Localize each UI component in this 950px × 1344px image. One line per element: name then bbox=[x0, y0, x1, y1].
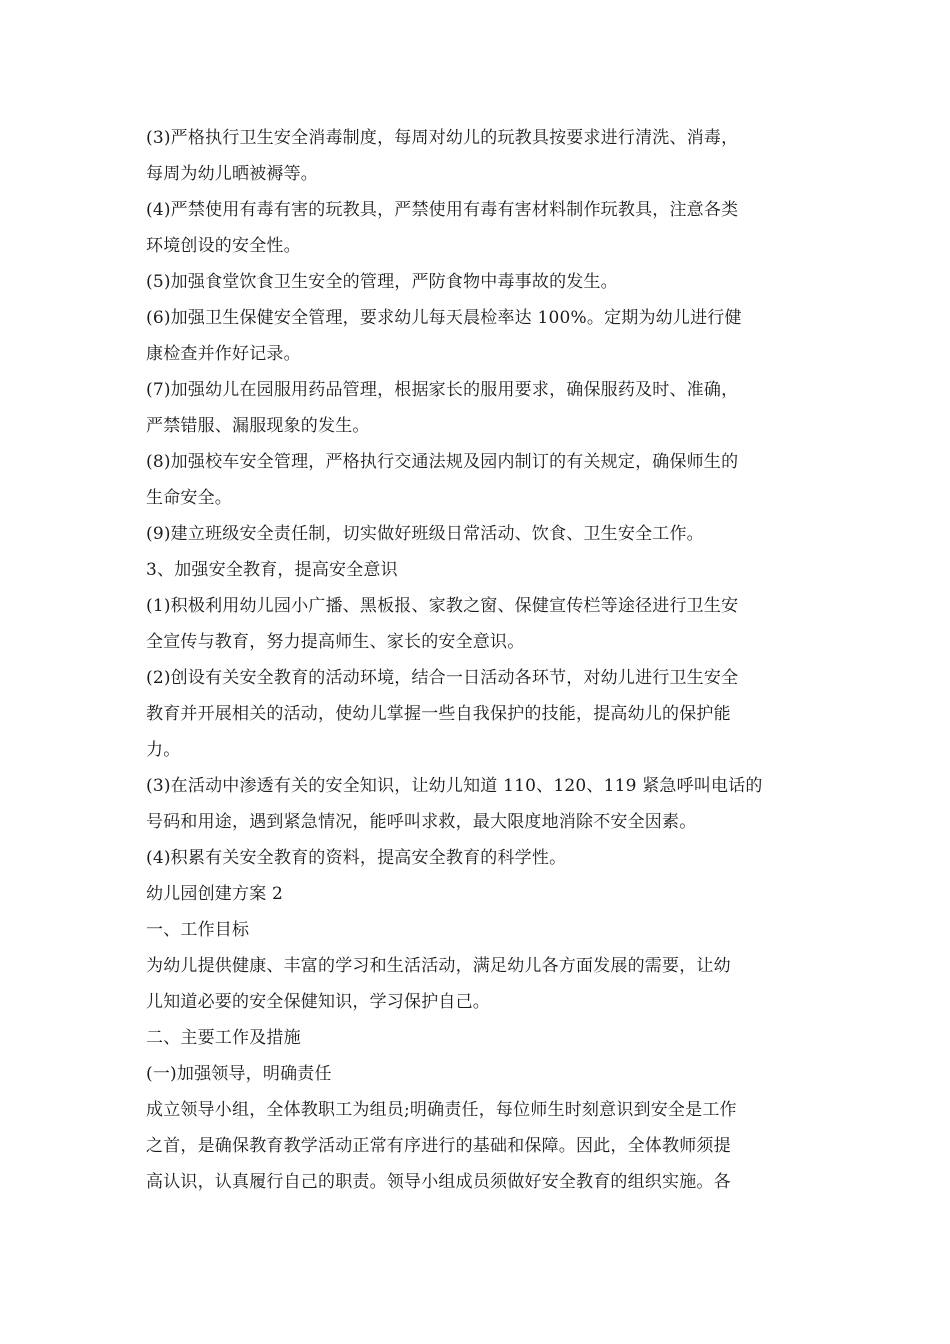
text-line: 环境创设的安全性。 bbox=[146, 236, 301, 256]
document-title: 幼儿园创建方案 2 bbox=[146, 884, 284, 904]
text-line: (5)加强食堂饮食卫生安全的管理，严防食物中毒事故的发生。 bbox=[146, 272, 618, 292]
document-page bbox=[146, 120, 810, 1200]
text-line: (8)加强校车安全管理，严格执行交通法规及园内制订的有关规定，确保师生的 bbox=[146, 452, 739, 472]
section-heading: 3、加强安全教育，提高安全意识 bbox=[146, 560, 398, 580]
text-line: (4)严禁使用有毒有害的玩教具，严禁使用有毒有害材料制作玩教具，注意各类 bbox=[146, 200, 739, 220]
text-line: (9)建立班级安全责任制，切实做好班级日常活动、饮食、卫生安全工作。 bbox=[146, 524, 704, 544]
text-line: (2)创设有关安全教育的活动环境，结合一日活动各环节，对幼儿进行卫生安全 bbox=[146, 668, 739, 688]
text-line: (3)在活动中渗透有关的安全知识，让幼儿知道 110、120、119 紧急呼叫电话的 bbox=[146, 776, 763, 796]
text-line: 全宣传与教育，努力提高师生、家长的安全意识。 bbox=[146, 632, 525, 652]
text-line: 之首，是确保教育教学活动正常有序进行的基础和保障。因此，全体教师须提 bbox=[146, 1136, 731, 1156]
text-line: 生命安全。 bbox=[146, 488, 232, 508]
text-line: (4)积累有关安全教育的资料，提高安全教育的科学性。 bbox=[146, 848, 567, 868]
text-line: 为幼儿提供健康、丰富的学习和生活活动，满足幼儿各方面发展的需要，让幼 bbox=[146, 956, 731, 976]
section-heading: 一、工作目标 bbox=[146, 920, 250, 940]
text-line: 号码和用途，遇到紧急情况，能呼叫求救，最大限度地消除不安全因素。 bbox=[146, 812, 697, 832]
text-line: 教育并开展相关的活动，使幼儿掌握一些自我保护的技能，提高幼儿的保护能 bbox=[146, 704, 731, 724]
text-line: 严禁错服、漏服现象的发生。 bbox=[146, 416, 370, 436]
text-line: 儿知道必要的安全保健知识，学习保护自己。 bbox=[146, 992, 490, 1012]
subsection-heading: (一)加强领导，明确责任 bbox=[146, 1064, 332, 1084]
text-line: 成立领导小组，全体教职工为组员;明确责任，每位师生时刻意识到安全是工作 bbox=[146, 1100, 737, 1120]
text-line: (7)加强幼儿在园服用药品管理，根据家长的服用要求，确保服药及时、准确， bbox=[146, 380, 739, 400]
text-line: 每周为幼儿晒被褥等。 bbox=[146, 164, 318, 184]
text-line: (1)积极利用幼儿园小广播、黑板报、家教之窗、保健宣传栏等途径进行卫生安 bbox=[146, 596, 739, 616]
text-line: 康检查并作好记录。 bbox=[146, 344, 301, 364]
text-line: (6)加强卫生保健安全管理，要求幼儿每天晨检率达 100%。定期为幼儿进行健 bbox=[146, 308, 742, 328]
text-line: 高认识，认真履行自己的职责。领导小组成员须做好安全教育的组织实施。各 bbox=[146, 1172, 731, 1192]
text-line: (3)严格执行卫生安全消毒制度，每周对幼儿的玩教具按要求进行清洗、消毒， bbox=[146, 128, 739, 148]
text-line: 力。 bbox=[146, 740, 181, 760]
section-heading: 二、主要工作及措施 bbox=[146, 1028, 301, 1048]
